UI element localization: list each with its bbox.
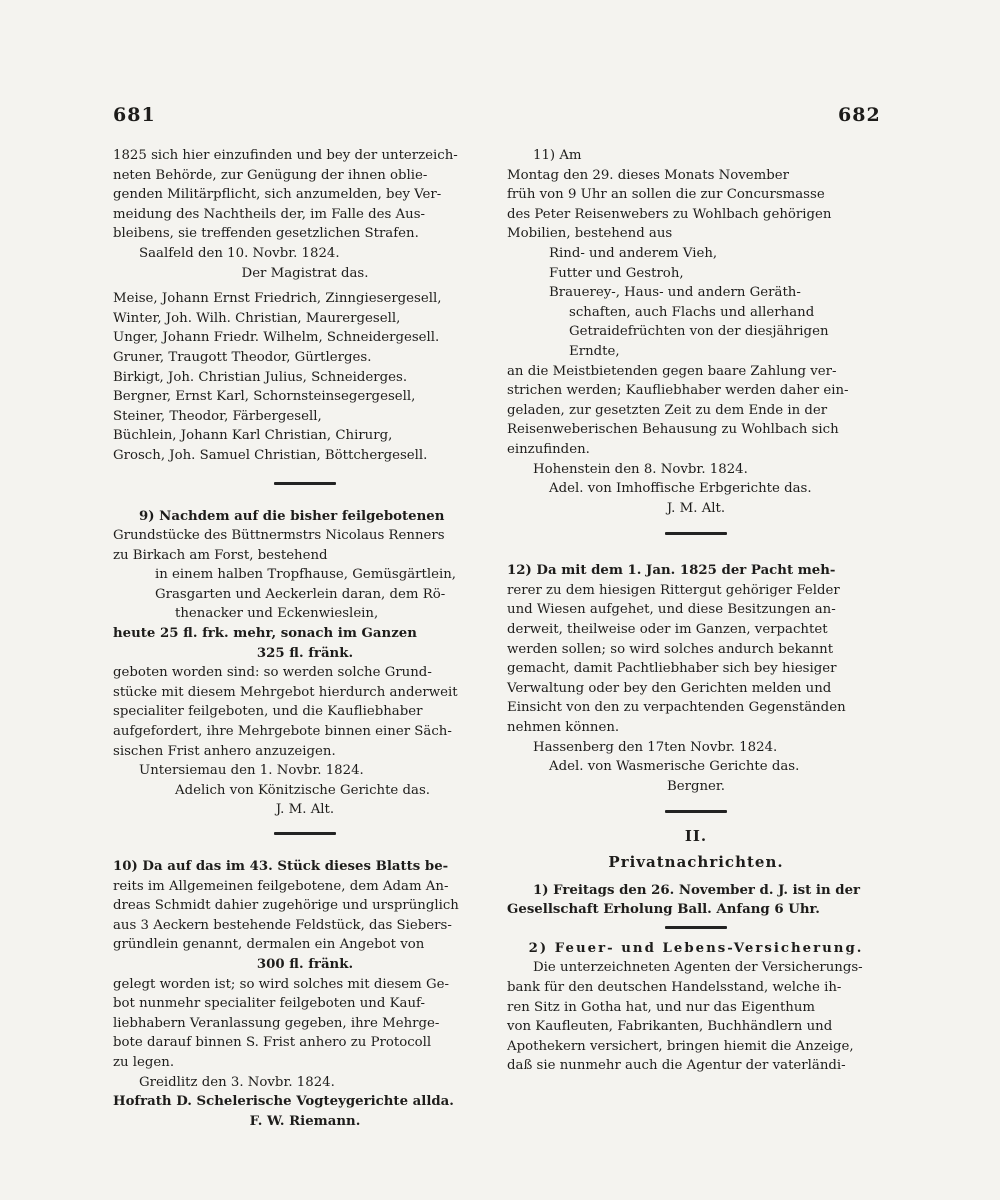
place-date: Saalfeld den 10. Novbr. 1824. (139, 245, 340, 261)
text-line: an die Meistbietenden gegen baare Zahlung ver- (507, 363, 837, 379)
signature: J. M. Alt. (666, 500, 726, 516)
text-line: Grundstücke des Büttnermstrs Nicolaus Renners (113, 528, 445, 544)
signature: Der Magistrat das. (241, 265, 369, 281)
text-line: Gesellschaft Erholung Ball. Anfang 6 Uhr. (507, 902, 820, 918)
notice-12 (507, 561, 885, 796)
text-line: des Peter Reisenwebers zu Wohlbach gehörigen (507, 206, 832, 222)
text-line: dreas Schmidt dahier zugehörige und ursprünglich (113, 898, 459, 914)
person-entry: Birkigt, Joh. Christian Julius, Schneiderges. (113, 369, 408, 385)
text-line: genden Militärpflicht, sich anzumelden, bey Ver- (113, 187, 442, 203)
text-line: thenacker und Eckenwieslein, (175, 606, 379, 622)
military-notice (113, 146, 497, 466)
text-line: aufgefordert, ihre Mehrgebote binnen einer Säch- (113, 724, 452, 740)
text-line: bot nunmehr specialiter feilgeboten und Kauf- (113, 996, 425, 1012)
text-line: Montag den 29. dieses Monats November (507, 167, 789, 183)
text-line: bleibens, sie treffenden gesetzlichen Strafen. (113, 226, 419, 242)
text-line: früh von 9 Uhr an sollen die zur Concursmasse (507, 187, 825, 203)
text-line: geladen, zur gesetzten Zeit zu dem Ende in der (507, 402, 828, 418)
signature: Adel. von Imhoffische Erbgerichte das. (549, 481, 812, 497)
text-line: 10) Da auf das im 43. Stück dieses Blatts be- (113, 859, 449, 874)
text-line: in einem halben Tropfhause, Gemüsgärtlein, (155, 567, 457, 583)
text-line: zu legen. (113, 1054, 175, 1070)
place-date: Hohenstein den 8. Novbr. 1824. (533, 461, 748, 477)
person-entry: Meise, Johann Ernst Friedrich, Zinngiesergesell, (113, 291, 442, 307)
list-item: Erndte, (569, 343, 620, 359)
place-date: Greidlitz den 3. Novbr. 1824. (139, 1074, 335, 1090)
signature: Hofrath D. Schelerische Vogteygerichte allda. (113, 1094, 454, 1110)
person-entry: Steiner, Theodor, Färbergesell, (113, 408, 322, 424)
private-notice-2 (507, 939, 885, 1076)
person-entry: Gruner, Traugott Theodor, Gürtlerges. (113, 349, 372, 365)
section-divider (665, 926, 727, 929)
text-line: von Kaufleuten, Fabrikanten, Buchhändlern und (507, 1019, 833, 1035)
notice-9 (113, 507, 497, 821)
list-item: Getraidefrüchten von der diesjährigen (569, 324, 829, 340)
text-line: Einsicht von den zu verpachtenden Gegenständen (507, 700, 846, 716)
price-line: 325 fl. fränk. (256, 645, 354, 661)
text-line: gelegt worden ist; so wird solches mit diesem Ge- (113, 976, 449, 992)
signature: Adel. von Wasmerische Gerichte das. (549, 759, 800, 775)
text-line: stücke mit diesem Mehrgebot hierdurch anderweit (113, 684, 458, 700)
text-line: 9) Nachdem auf die bisher feilgebotenen (139, 508, 445, 524)
text-line: neten Behörde, zur Genügung der ihnen oblie- (113, 167, 428, 183)
notice-heading: 2) Feuer- und Lebens-Versicherung. (528, 940, 864, 956)
private-notice-1 (507, 881, 885, 920)
left-column (113, 146, 497, 1131)
text-line: Reisenweberischen Behausung zu Wohlbach sich (507, 422, 839, 438)
page-number-left: 681 (113, 104, 156, 126)
text-line: daß sie nunmehr auch die Agentur der vaterländi- (507, 1058, 846, 1074)
text-line: geboten worden sind: so werden solche Grund- (113, 665, 432, 681)
list-item: Brauerey-, Haus- und andern Geräth- (549, 285, 801, 301)
text-line: gründlein genannt, dermalen ein Angebot von (113, 937, 425, 953)
text-line: strichen werden; Kaufliebhaber werden daher ein- (507, 383, 849, 399)
text-line: derweit, theilweise oder im Ganzen, verpachtet (507, 622, 828, 638)
signature: Adelich von Könitzische Gerichte das. (175, 782, 431, 798)
person-entry: Büchlein, Johann Karl Christian, Chirurg, (113, 428, 393, 444)
text-line: Die unterzeichneten Agenten der Versicherungs- (533, 960, 863, 976)
person-entry: Bergner, Ernst Karl, Schornsteinsegergesell, (113, 389, 416, 405)
text-line: und Wiesen aufgehet, und diese Besitzungen an- (507, 602, 836, 618)
text-line: bank für den deutschen Handelsstand, welche ih- (507, 979, 842, 995)
right-column (507, 146, 885, 1076)
text-line: reits im Allgemeinen feilgebotene, dem Adam An- (113, 878, 449, 894)
price-line: 300 fl. fränk. (256, 956, 354, 972)
text-line: 1) Freitags den 26. November d. J. ist in der (533, 882, 861, 898)
text-line: nehmen können. (507, 720, 620, 736)
person-entry: Grosch, Joh. Samuel Christian, Böttchergesell. (113, 447, 428, 463)
text-line: 1825 sich hier einzufinden und bey der unterzeich- (113, 148, 458, 163)
person-entry: Unger, Johann Friedr. Wilhelm, Schneidergesell. (113, 330, 440, 346)
text-line: sischen Frist anhero anzuzeigen. (113, 743, 336, 759)
page-number-right: 682 (838, 104, 881, 126)
text-line: aus 3 Aeckern bestehende Feldstück, das Siebers- (113, 917, 452, 933)
place-date: Untersiemau den 1. Novbr. 1824. (139, 763, 364, 779)
list-item: Futter und Gestroh, (549, 265, 684, 281)
signature: Bergner. (666, 778, 726, 794)
notice-10 (113, 857, 497, 1131)
person-entry: Winter, Joh. Wilh. Christian, Maurergesell, (113, 310, 401, 326)
notice-11 (507, 146, 885, 518)
text-line: liebhabern Veranlassung gegeben, ihre Mehrge- (113, 1015, 440, 1031)
text-line: Mobilien, bestehend aus (507, 226, 673, 242)
text-line: 11) Am (533, 148, 582, 163)
section-divider (665, 810, 727, 813)
text-line: specialiter feilgeboten, und die Kaufliebhaber (113, 704, 423, 720)
place-date: Hassenberg den 17ten Novbr. 1824. (533, 739, 778, 755)
section-heading: Privatnachrichten. (608, 853, 784, 871)
signature: J. M. Alt. (275, 802, 335, 818)
text-line: rerer zu dem hiesigen Rittergut gehöriger Felder (507, 582, 840, 598)
signature: F. W. Riemann. (249, 1113, 361, 1129)
text-line: 12) Da mit dem 1. Jan. 1825 der Pacht meh- (507, 563, 836, 579)
text-line: ren Sitz in Gotha hat, und nur das Eigenthum (507, 999, 816, 1015)
text-line: meidung des Nachtheils der, im Falle des Aus- (113, 206, 426, 222)
section-divider (274, 482, 336, 485)
text-line: heute 25 fl. frk. mehr, sonach im Ganzen (113, 626, 417, 642)
list-item: Rind- und anderem Vieh, (549, 245, 718, 261)
text-line: gemacht, damit Pachtliebhaber sich bey hiesiger (507, 661, 837, 677)
text-line: Apothekern versichert, bringen hiemit die Anzeige, (507, 1038, 854, 1054)
text-line: Verwaltung oder bey den Gerichten melden und (507, 680, 832, 696)
text-line: zu Birkach am Forst, bestehend (113, 547, 328, 563)
section-divider (665, 532, 727, 535)
text-line: werden sollen; so wird solches andurch bekannt (507, 641, 834, 657)
text-line: bote darauf binnen S. Frist anhero zu Protocoll (113, 1035, 432, 1051)
text-line: Grasgarten und Aeckerlein daran, dem Rö- (155, 586, 446, 602)
section-divider (274, 832, 336, 835)
list-item: schaften, auch Flachs und allerhand (569, 304, 815, 320)
text-line: einzufinden. (507, 441, 590, 457)
section-number: II. (684, 827, 708, 846)
